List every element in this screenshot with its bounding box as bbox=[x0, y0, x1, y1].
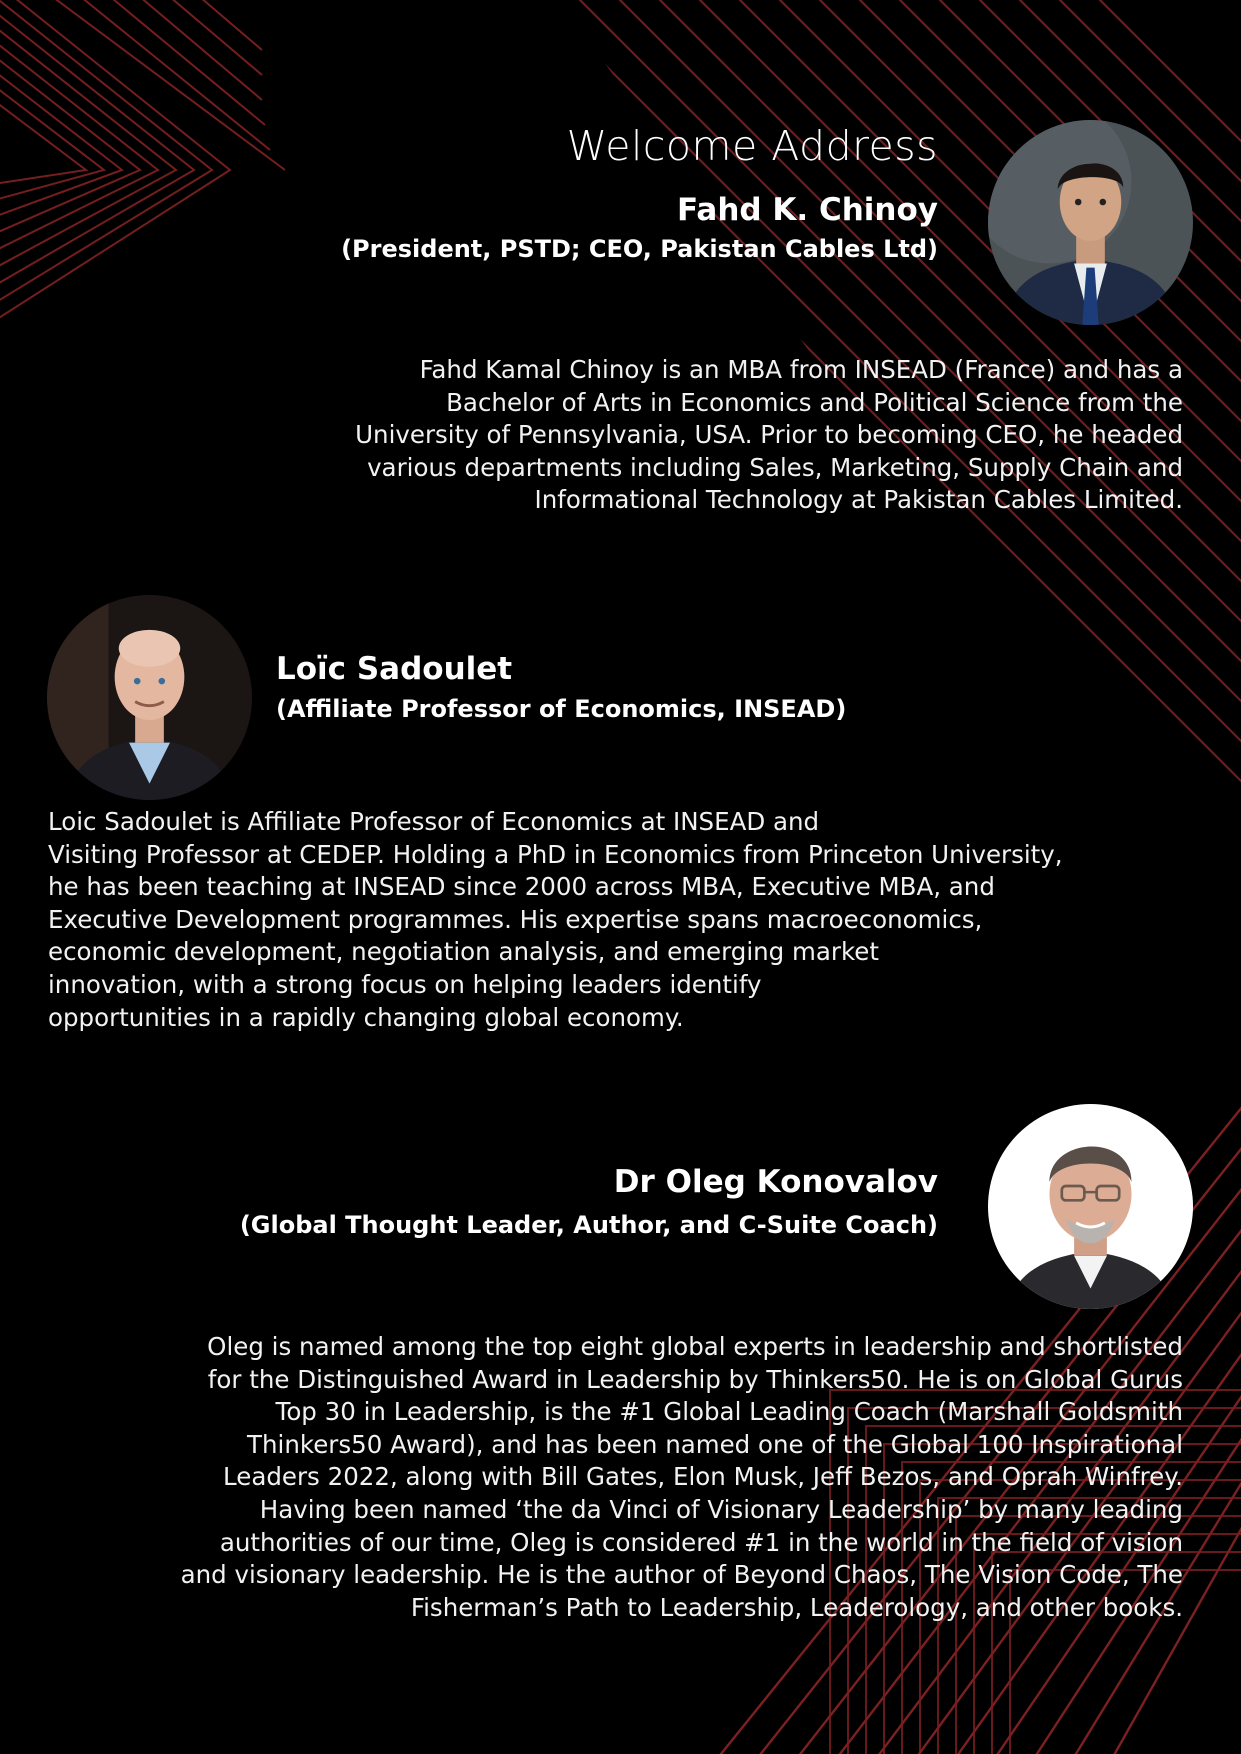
speaker-2-name: Loïc Sadoulet bbox=[276, 651, 513, 687]
bio-line: various departments including Sales, Marketing, Supply Chain and bbox=[367, 452, 1183, 482]
speaker-photo-man-dark-suit-icon bbox=[988, 120, 1193, 325]
bio-line: University of Pennsylvania, USA. Prior to becoming CEO, he headed bbox=[355, 420, 1183, 450]
bio-line: economic development, negotiation analysis, and emerging market bbox=[48, 937, 879, 967]
speaker-2-photo bbox=[47, 595, 252, 800]
speaker-3-bio bbox=[181, 1331, 1183, 1624]
page-title: Welcome Address bbox=[566, 122, 938, 170]
speaker-3-name: Dr Oleg Konovalov bbox=[613, 1164, 938, 1200]
speaker-photo-bald-man-icon bbox=[47, 595, 252, 800]
speaker-1-role: (President, PSTD; CEO, Pakistan Cables Ltd) bbox=[341, 235, 938, 263]
speaker-photo-man-glasses-icon bbox=[988, 1104, 1193, 1309]
speaker-1-name: Fahd K. Chinoy bbox=[677, 192, 938, 228]
speaker-1-photo bbox=[988, 120, 1193, 325]
bio-line: Bachelor of Arts in Economics and Political Science from the bbox=[446, 387, 1183, 417]
speaker-1-bio bbox=[355, 354, 1183, 517]
bio-line: for the Distinguished Award in Leadership by Thinkers50. He is on Global Gurus bbox=[207, 1364, 1183, 1394]
bio-line: innovation, with a strong focus on helping leaders identify bbox=[48, 969, 762, 999]
bio-line: he has been teaching at INSEAD since 2000 across MBA, Executive MBA, and bbox=[48, 872, 995, 902]
bio-line: Having been named ‘the da Vinci of Visionary Leadership’ by many leading bbox=[259, 1494, 1183, 1524]
speaker-3-photo bbox=[988, 1104, 1193, 1309]
bio-line: Executive Development programmes. His expertise spans macroeconomics, bbox=[48, 904, 983, 934]
bio-line: authorities of our time, Oleg is considered #1 in the world in the field of vision bbox=[219, 1527, 1183, 1557]
bio-line: opportunities in a rapidly changing global economy. bbox=[48, 1002, 684, 1032]
bio-line: Oleg is named among the top eight global experts in leadership and shortlisted bbox=[207, 1332, 1183, 1361]
speaker-2-role: (Affiliate Professor of Economics, INSEAD) bbox=[276, 695, 847, 723]
bio-line: and visionary leadership. He is the author of Beyond Chaos, The Vision Code, The bbox=[180, 1560, 1183, 1590]
bio-line: Fisherman’s Path to Leadership, Leaderology, and other books. bbox=[410, 1592, 1183, 1622]
top-left-chevron-lines bbox=[0, 0, 285, 330]
bio-line: Leaders 2022, along with Bill Gates, Elon Musk, Jeff Bezos, and Oprah Winfrey. bbox=[223, 1462, 1183, 1492]
speaker-2-bio bbox=[48, 806, 1063, 1034]
bio-line: Loic Sadoulet is Affiliate Professor of Economics at INSEAD and bbox=[48, 807, 820, 836]
bio-line: Top 30 in Leadership, is the #1 Global Leading Coach (Marshall Goldsmith bbox=[275, 1397, 1183, 1427]
bio-line: Visiting Professor at CEDEP. Holding a PhD in Economics from Princeton University, bbox=[48, 839, 1063, 869]
bio-line: Informational Technology at Pakistan Cables Limited. bbox=[534, 485, 1183, 515]
speaker-3-role: (Global Thought Leader, Author, and C-Suite Coach) bbox=[239, 1211, 938, 1239]
bio-line: Thinkers50 Award), and has been named one of the Global 100 Inspirational bbox=[247, 1429, 1183, 1459]
bio-line: Fahd Kamal Chinoy is an MBA from INSEAD (France) and has a bbox=[419, 355, 1183, 384]
